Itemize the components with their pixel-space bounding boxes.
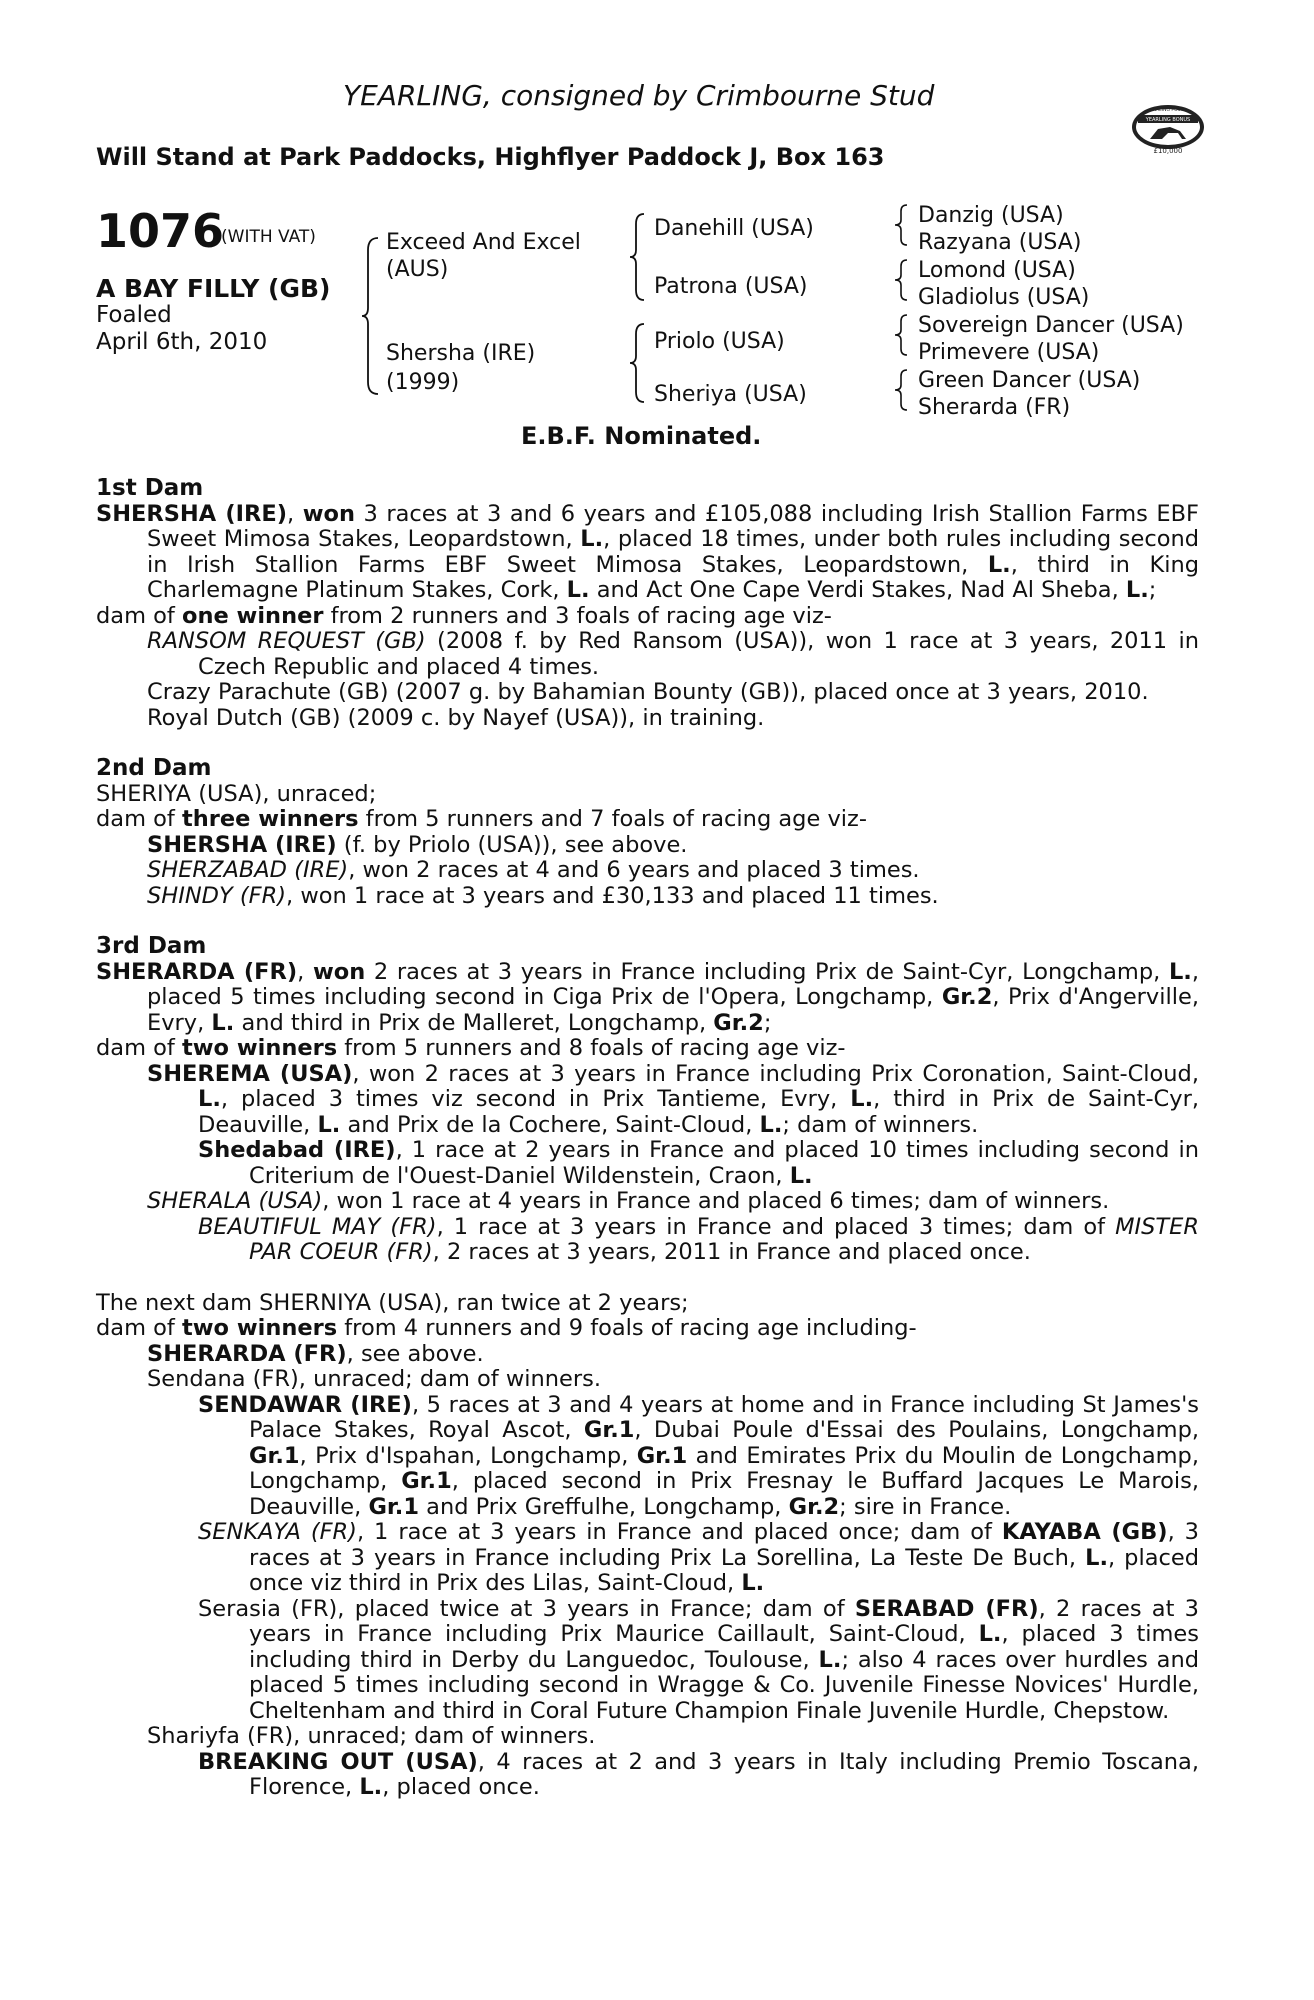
pedigree-brace-sd — [893, 258, 911, 302]
ggsire-1: Danzig (USA) — [918, 203, 1064, 228]
pedigree-brace-ds — [893, 313, 911, 357]
next-dam-produce-summary: dam of two winners from 4 runners and 9 foals of racing age including- — [96, 1315, 917, 1341]
ebf-nomination: E.B.F. Nominated. — [521, 422, 762, 450]
yearling-bonus-badge-icon — [1128, 97, 1208, 157]
next-dam-produce-2-offspring-3: Serasia (FR), placed twice at 3 years in France; dam of SERABAD (FR), 2 races at 3 years in France including Prix Maurice Caillault, Saint-Cloud, L., placed 3 times including third in Derby du Languedoc, Toulouse, L.; also 4 races over hurdles and placed 5 times including second in Wragge & Co. Juvenile Finesse Novices' Hurdle, Cheltenham and third in Coral Future Champion Finale Juvenile Hurdle, Chepstow. — [198, 1595, 1199, 1724]
dam1-produce-1: RANSOM REQUEST (GB) (2008 f. by Red Ransom (USA)), won 1 race at 3 years, 2011 in Czech Republic and placed 4 times. — [147, 628, 1199, 680]
dam3-produce-1: SHEREMA (USA), won 2 races at 3 years in France including Prix Coronation, Saint-Cloud, L., placed 3 times viz second in Prix Tantieme, Evry, L., third in Prix de Saint-Cyr, Deauville, L. and Prix de la Cochere, Saint-Cloud, L.; dam of winners. — [147, 1060, 1199, 1138]
dam-name: Shersha (IRE) — [386, 341, 536, 366]
next-dam-produce-2: Sendana (FR), unraced; dam of winners. — [147, 1366, 601, 1392]
next-dam-record: The next dam SHERNIYA (USA), ran twice at 2 years; — [96, 1289, 689, 1316]
next-dam-produce-2-offspring-1: SENDAWAR (IRE), 5 races at 3 and 4 years at home and in France including St James's Palace Stakes, Royal Ascot, Gr.1, Dubai Poule d'Essai des Poulains, Longchamp, Gr.1, Prix d'Ispahan, Longchamp, Gr.1 and Emirates Prix du Moulin de Longchamp, Longchamp, Gr.1, placed second in Prix Fresnay le Buffard Jacques Le Marois, Deauville, Gr.1 and Prix Greffulhe, Longchamp, Gr.2; sire in France. — [198, 1391, 1200, 1520]
ggdam-2: Gladiolus (USA) — [918, 285, 1090, 310]
dam3-record: SHERARDA (FR), won 2 races at 3 years in France including Prix de Saint-Cyr, Longchamp, L., placed 5 times including second in Ciga Prix de l'Opera, Longchamp, Gr.2, Prix d'Angerville, Evry, L. and third in Prix de Malleret, Longchamp, Gr.2; — [96, 958, 1199, 1036]
dam2-record: SHERIYA (USA), unraced; — [96, 780, 377, 807]
ggdam-4: Sherarda (FR) — [918, 395, 1071, 420]
catalogue-body — [96, 476, 1199, 1801]
sire-name: Exceed And Excel — [386, 230, 581, 255]
next-dam-produce-3-offspring: BREAKING OUT (USA), 4 races at 2 and 3 years in Italy including Premio Toscana, Florence, L., placed once. — [198, 1748, 1199, 1800]
ggdam-1: Razyana (USA) — [918, 230, 1082, 255]
sire-dam: Patrona (USA) — [654, 274, 808, 299]
dam3-produce-summary: dam of two winners from 5 runners and 8 foals of racing age viz- — [96, 1035, 846, 1061]
pedigree-brace-dam — [628, 322, 648, 404]
stand-location: Will Stand at Park Paddocks, Highflyer Paddock J, Box 163 — [96, 143, 885, 171]
dam-sire: Priolo (USA) — [654, 329, 785, 354]
vat-note: (WITH VAT) — [221, 227, 316, 247]
svg-text:RACING POST: RACING POST — [1152, 108, 1184, 113]
svg-text:YEARLING BONUS: YEARLING BONUS — [1145, 117, 1191, 123]
horse-name: A BAY FILLY (GB) — [96, 274, 331, 303]
next-dam-produce-1: SHERARDA (FR), see above. — [147, 1340, 484, 1367]
dam1-produce-3: Royal Dutch (GB) (2009 c. by Nayef (USA)), in training. — [147, 704, 765, 731]
next-dam-produce-2-offspring-2: SENKAYA (FR), 1 race at 3 years in France and placed once; dam of KAYABA (GB), 3 races at 3 years in France including Prix La Sorellina, La Teste De Buch, L., placed once viz third in Prix des Lilas, Saint-Cloud, L. — [198, 1519, 1200, 1596]
svg-text:£10,000: £10,000 — [1153, 147, 1183, 155]
pedigree-brace-dd — [893, 368, 911, 412]
dam3-produce-1-offspring: Shedabad (IRE), 1 race at 2 years in France and placed 10 times including second in Criterium de l'Ouest-Daniel Wildenstein, Craon, L. — [198, 1137, 1199, 1189]
lot-number: 1076 — [96, 204, 225, 258]
foaled-date: April 6th, 2010 — [96, 329, 268, 355]
ggsire-3: Sovereign Dancer (USA) — [918, 313, 1184, 338]
dam-year: (1999) — [386, 370, 460, 395]
dam2-produce-2: SHERZABAD (IRE), won 2 races at 4 and 6 years and placed 3 times. — [147, 857, 920, 883]
ggsire-4: Green Dancer (USA) — [918, 368, 1141, 393]
pedigree-brace-main — [360, 236, 382, 396]
dam2-produce-1: SHERSHA (IRE) (f. by Priolo (USA)), see above. — [147, 831, 688, 858]
pedigree-brace-ss — [893, 203, 911, 247]
dam1-produce-2: Crazy Parachute (GB) (2007 g. by Bahamian Bounty (GB)), placed once at 3 years, 2010. — [147, 679, 1149, 705]
yearling-bonus-badge — [1128, 97, 1208, 163]
dam2-produce-summary: dam of three winners from 5 runners and 7 foals of racing age viz- — [96, 806, 867, 832]
dam3-produce-2-offspring: BEAUTIFUL MAY (FR), 1 race at 3 years in France and placed 3 times; dam of MISTER PAR COEUR (FR), 2 races at 3 years, 2011 in France and placed once. — [198, 1213, 1200, 1265]
dam1-produce-summary: dam of one winner from 2 runners and 3 foals of racing age viz- — [96, 602, 832, 629]
dam1-title: 1st Dam — [96, 475, 204, 501]
dam3-produce-2: SHERALA (USA), won 1 race at 4 years in France and placed 6 times; dam of winners. — [147, 1188, 1110, 1214]
foaled-label: Foaled — [96, 302, 172, 328]
dam-dam: Sheriya (USA) — [654, 382, 807, 407]
dam2-title: 2nd Dam — [96, 755, 212, 781]
consignment-line: YEARLING, consigned by Crimbourne Stud — [343, 79, 935, 112]
ggsire-2: Lomond (USA) — [918, 258, 1076, 283]
next-dam-produce-3: Shariyfa (FR), unraced; dam of winners. — [147, 1723, 596, 1749]
dam3-title: 3rd Dam — [96, 933, 207, 959]
dam2-produce-3: SHINDY (FR), won 1 race at 3 years and £30,133 and placed 11 times. — [147, 882, 939, 909]
ggdam-3: Primevere (USA) — [918, 340, 1100, 365]
dam1-record: SHERSHA (IRE), won 3 races at 3 and 6 years and £105,088 including Irish Stallion Farms EBF Sweet Mimosa Stakes, Leopardstown, L., placed 18 times, under both rules including second in Irish Stallion Farms EBF Sweet Mimosa Stakes, Leopardstown, L., third in King Charlemagne Platinum Stakes, Cork, L. and Act One Cape Verdi Stakes, Nad Al Sheba, L.; — [96, 500, 1200, 603]
pedigree-brace-sire — [628, 212, 648, 302]
sire-sire: Danehill (USA) — [654, 216, 814, 241]
sire-origin: (AUS) — [386, 257, 449, 282]
